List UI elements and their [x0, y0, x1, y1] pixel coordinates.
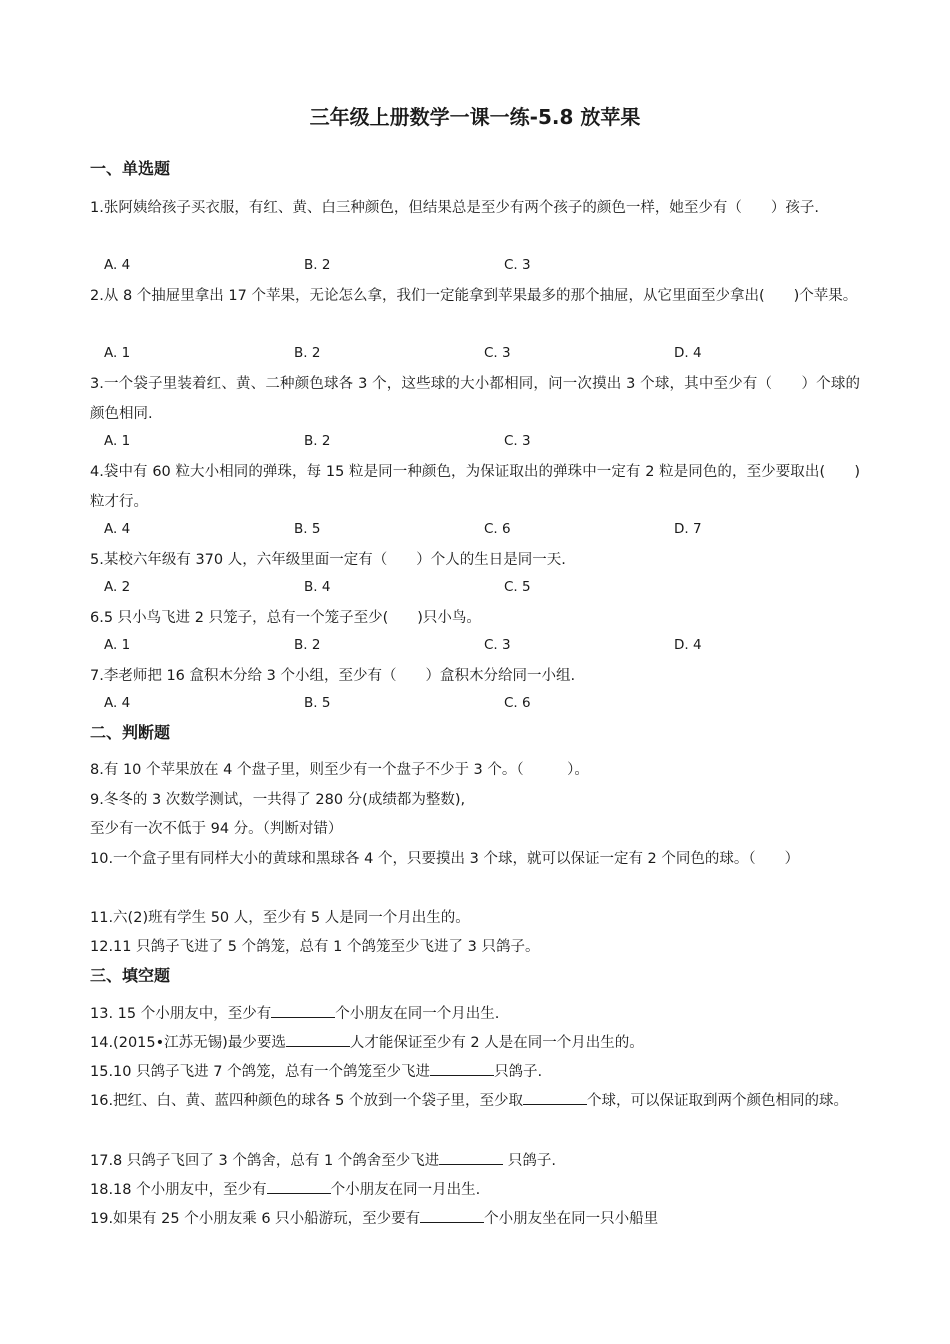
answer-blank[interactable]: [420, 1208, 484, 1223]
section-heading-label: 三、填空题: [90, 966, 171, 985]
option-d: D. 4: [674, 637, 702, 653]
answer-blank[interactable]: [430, 1061, 494, 1076]
question-1-options: [104, 255, 864, 275]
question-text: 个小朋友在同一月出生.: [330, 1182, 481, 1198]
question-12: 12.11 只鸽子飞进了 5 个鸽笼，总有 1 个鸽笼至少飞进了 3 只鸽子。: [90, 939, 540, 955]
question-2-options: [104, 343, 864, 363]
option-a: A. 1: [104, 345, 131, 361]
option-c: C. 3: [504, 257, 531, 273]
question-4-options: [104, 519, 864, 539]
option-b: B. 2: [304, 433, 331, 449]
question-text: 个小朋友在同一个月出生.: [335, 1006, 500, 1022]
question-5-options: [104, 577, 864, 597]
option-a: A. 4: [104, 521, 131, 537]
question-text: 人才能保证至少有 2 人是在同一个月出生的。: [349, 1035, 644, 1051]
question-4: 4.袋中有 60 粒大小相同的弹珠，每 15 粒是同一种颜色，为保证取出的弹珠中一定有 2 粒是同色的，至少要取出( )粒才行。: [90, 464, 860, 510]
question-9-line-1: 9.冬冬的 3 次数学测试，一共得了 280 分(成绩都为整数),: [90, 792, 466, 808]
question-15: [90, 1058, 860, 1088]
option-d: D. 4: [674, 345, 702, 361]
question-7-options: [104, 693, 864, 713]
option-a: A. 1: [104, 637, 131, 653]
question-7: 7.李老师把 16 盒积木分给 3 个小组，至少有（ ）盒积木分给同一小组.: [90, 668, 576, 684]
section-heading-judgement: 二、判断题: [90, 723, 171, 742]
option-b: B. 4: [304, 579, 331, 595]
question-3-options: [104, 431, 864, 451]
section-heading-single-choice: 一、单选题: [90, 159, 171, 178]
option-a: A. 2: [104, 579, 131, 595]
question-13: [90, 1000, 860, 1030]
question-8: 8.有 10 个苹果放在 4 个盘子里，则至少有一个盘子不少于 3 个。（ ）。: [90, 762, 589, 778]
question-10: 10.一个盒子里有同样大小的黄球和黑球各 4 个，只要摸出 3 个球，就可以保证一定有 2 个同色的球。（ ）: [90, 851, 800, 867]
option-c: C. 5: [504, 579, 531, 595]
option-a: A. 1: [104, 433, 131, 449]
question-text: 只鸽子.: [494, 1064, 543, 1080]
question-text: 13. 15 个小朋友中，至少有: [90, 1006, 272, 1022]
question-17: [90, 1147, 860, 1177]
question-18: [90, 1176, 860, 1206]
option-c: C. 6: [484, 521, 511, 537]
option-a: A. 4: [104, 257, 131, 273]
option-d: D. 7: [674, 521, 702, 537]
section-heading-fill-blank: [90, 965, 170, 987]
option-c: C. 3: [484, 637, 511, 653]
option-b: B. 2: [294, 637, 321, 653]
question-text: 只鸽子.: [503, 1153, 556, 1169]
question-6: 6.5 只小鸟飞进 2 只笼子，总有一个笼子至少( )只小鸟。: [90, 610, 481, 626]
question-text: 16.把红、白、黄、蓝四种颜色的球各 5 个放到一个袋子里，至少取: [90, 1093, 524, 1109]
question-9-line-2: 至少有一次不低于 94 分。（判断对错）: [90, 821, 343, 837]
option-c: C. 3: [504, 433, 531, 449]
answer-blank[interactable]: [439, 1150, 503, 1165]
question-2: 2.从 8 个抽屉里拿出 17 个苹果，无论怎么拿，我们一定能拿到苹果最多的那个抽屉，从它里面至少拿出( )个苹果。: [90, 288, 858, 304]
question-5: 5.某校六年级有 370 人，六年级里面一定有（ ）个人的生日是同一天.: [90, 552, 566, 568]
question-11: 11.六(2)班有学生 50 人，至少有 5 人是同一个月出生的。: [90, 910, 470, 926]
question-6-options: [104, 635, 864, 655]
answer-blank[interactable]: [523, 1090, 587, 1105]
question-text: 19.如果有 25 个小朋友乘 6 只小船游玩，至少要有: [90, 1211, 421, 1227]
option-c: C. 6: [504, 695, 531, 711]
question-text: 14.(2015•江苏无锡)最少要选: [90, 1035, 286, 1051]
question-text: 17.8 只鸽子飞回了 3 个鸽舍，总有 1 个鸽舍至少飞进: [90, 1153, 440, 1169]
question-text: 15.10 只鸽子飞进 7 个鸽笼，总有一个鸽笼至少飞进: [90, 1064, 431, 1080]
answer-blank[interactable]: [286, 1032, 350, 1047]
question-19: [90, 1205, 860, 1235]
option-b: B. 5: [294, 521, 321, 537]
answer-blank[interactable]: [271, 1003, 335, 1018]
option-b: B. 2: [304, 257, 331, 273]
question-text: 18.18 个小朋友中，至少有: [90, 1182, 267, 1198]
option-b: B. 5: [304, 695, 331, 711]
page-title: 三年级上册数学一课一练-5.8 放苹果: [309, 105, 641, 129]
option-b: B. 2: [294, 345, 321, 361]
option-a: A. 4: [104, 695, 131, 711]
answer-blank[interactable]: [267, 1179, 331, 1194]
question-text: 个小朋友坐在同一只小船里: [484, 1211, 659, 1227]
question-16: [90, 1087, 860, 1117]
question-3: 3.一个袋子里装着红、黄、二种颜色球各 3 个，这些球的大小都相同，问一次摸出 3 个球，其中至少有（ ）个球的颜色相同.: [90, 376, 860, 422]
option-c: C. 3: [484, 345, 511, 361]
question-1: 1.张阿姨给孩子买衣服，有红、黄、白三种颜色，但结果总是至少有两个孩子的颜色一样，她至少有（ ）孩子.: [90, 200, 819, 216]
question-text: 个球，可以保证取到两个颜色相同的球。: [587, 1093, 849, 1109]
question-14: [90, 1029, 860, 1059]
